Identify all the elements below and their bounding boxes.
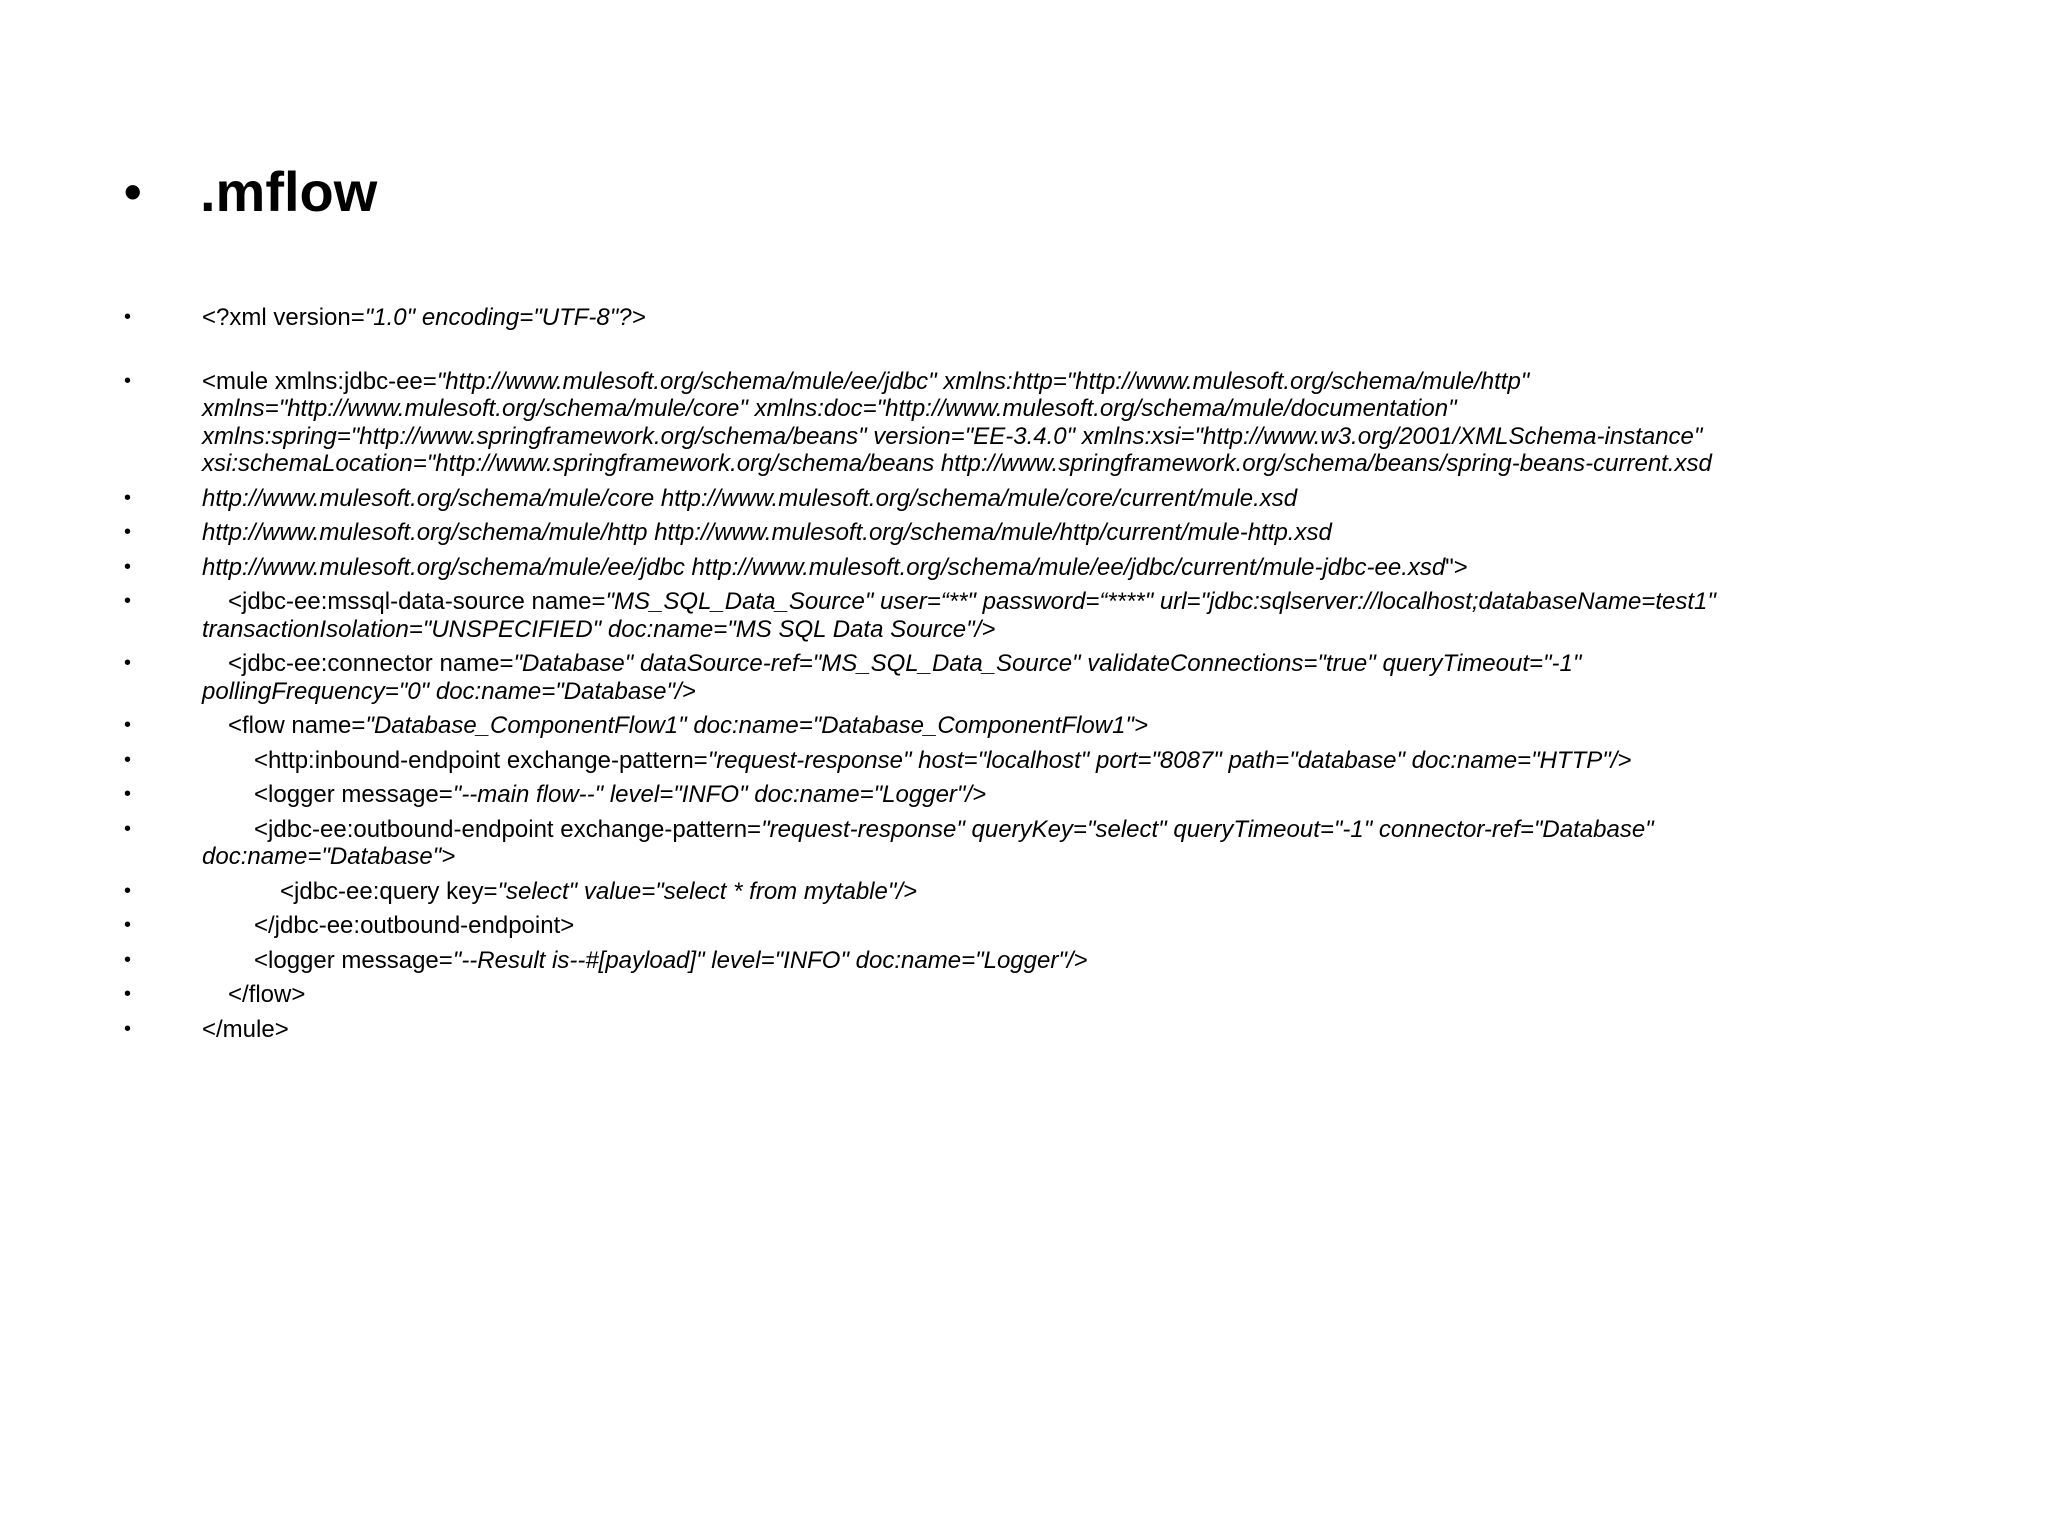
code-line-text [202,304,2004,332]
tag-text: <flow name= [228,712,366,739]
attribute-values: http://www.mulesoft.org/schema/mule/http http://www.mulesoft.org/schema/mule/http/current/mule-http.xsd [202,519,1332,546]
bullet-icon: • [124,783,132,805]
tag-text: <jdbc-ee:outbound-endpoint exchange-pattern= [254,815,762,843]
tag-text: <mule xmlns:jdbc-ee= [202,367,437,395]
code-line-text [202,519,2004,547]
bullet-icon: • [124,306,132,328]
code-line [124,368,2004,478]
bullet-icon: • [124,948,132,971]
code-line-continuation: doc:name="Database"> [202,843,456,870]
code-line-text [202,947,2004,975]
code-line-text [202,712,2004,740]
code-line [124,781,2004,809]
tag-text: "> [1445,553,1468,581]
tag-text: </mule> [202,1015,289,1043]
code-line-continuation: transactionIsolation="UNSPECIFIED" doc:name="MS SQL Data Source"/> [202,615,996,643]
code-line-text [202,485,2004,513]
code-line-text [202,781,2004,809]
bullet-icon: • [124,652,132,674]
tag-text: <http:inbound-endpoint exchange-pattern= [254,746,708,774]
code-line-text [202,1016,2004,1044]
code-line [124,554,2004,582]
code-line-text [202,878,2004,906]
attribute-values: "1.0" encoding="UTF-8"?> [364,304,646,331]
code-line-continuation: xmlns:spring="http://www.springframework.org/schema/beans" version="EE-3.4.0" xmlns:xsi="http://www.w3.org/2001/XMLSchema-instance" [202,422,1703,450]
tag-text: <jdbc-ee:query key= [280,877,498,905]
attribute-values: http://www.mulesoft.org/schema/mule/core http://www.mulesoft.org/schema/mule/core/current/mule.xsd [202,484,1298,512]
bullet-icon: • [124,748,132,771]
code-line-text [202,816,2004,871]
code-line [124,712,2004,740]
code-line [124,947,2004,975]
code-line-continuation: xsi:schemaLocation="http://www.springframework.org/schema/beans http://www.springframework.org/schema/beans/spring-beans-current.xsd [202,450,1712,477]
bullet-icon: • [124,1017,132,1040]
bullet-icon: • [124,914,132,936]
bullet-icon: • [124,555,132,578]
attribute-values: "MS_SQL_Data_Source" user=“**" password=“****" url="jdbc:sqlserver://localhost;databaseName=test1" [605,588,1716,615]
code-line [124,485,2004,513]
code-line [124,304,2004,332]
bullet-icon: • [124,164,142,220]
tag-text: <logger message= [254,781,453,808]
code-listing [124,304,2004,1050]
tag-text: <?xml version= [202,304,365,331]
code-line-text [202,650,2004,705]
bullet-icon: • [124,369,132,392]
tag-text: </jdbc-ee:outbound-endpoint> [254,912,575,939]
attribute-values: "request-response" queryKey="select" queryTimeout="-1" connector-ref="Database" [761,815,1654,843]
code-line-continuation: pollingFrequency="0" doc:name="Database"/> [202,677,696,705]
attribute-values: "Database_ComponentFlow1" doc:name="Database_ComponentFlow1"> [365,712,1148,739]
code-line-text [202,554,2004,582]
code-line [124,747,2004,775]
code-line-text [202,981,2004,1009]
attribute-values: "http://www.mulesoft.org/schema/mule/ee/jdbc" xmlns:http="http://www.mulesoft.org/schema/mule/http" [436,367,1530,395]
attribute-values: "--main flow--" level="INFO" doc:name="Logger"/> [452,781,987,808]
code-line-text [202,368,2004,478]
bullet-icon: • [124,590,132,612]
bullet-icon: • [124,714,132,736]
code-line [124,1016,2004,1044]
attribute-values: http://www.mulesoft.org/schema/mule/ee/jdbc http://www.mulesoft.org/schema/mule/ee/jdbc/current/mule-jdbc-ee.xsd [202,553,1446,581]
code-line [124,912,2004,940]
code-line [124,519,2004,547]
code-line [124,816,2004,871]
bullet-icon: • [124,521,132,543]
code-line-continuation: xmlns="http://www.mulesoft.org/schema/mule/core" xmlns:doc="http://www.mulesoft.org/schema/mule/documentation" [202,395,1457,422]
bullet-icon: • [124,817,132,840]
code-line-text [202,588,2004,643]
code-line-text [202,747,2004,775]
code-line-text [202,912,2004,940]
bullet-icon: • [124,486,132,509]
tag-text: </flow> [228,981,306,1008]
bullet-icon: • [124,879,132,902]
attribute-values: "select" value="select * from mytable"/> [497,877,918,905]
code-line [124,650,2004,705]
bullet-icon: • [124,983,132,1005]
attribute-values: "request-response" host="localhost" port="8087" path="database" doc:name="HTTP"/> [707,746,1632,774]
slide-title-row [124,160,377,224]
tag-text: <jdbc-ee:mssql-data-source name= [228,588,606,615]
code-line [124,878,2004,906]
tag-text: <logger message= [254,946,453,974]
slide-title: .mflow [200,160,378,223]
code-line [124,588,2004,643]
code-line [124,981,2004,1009]
attribute-values: "Database" dataSource-ref="MS_SQL_Data_Source" validateConnections="true" queryTimeout="-1" [513,650,1582,677]
attribute-values: "--Result is--#[payload]" level="INFO" doc:name="Logger"/> [452,946,1088,974]
tag-text: <jdbc-ee:connector name= [228,650,514,677]
